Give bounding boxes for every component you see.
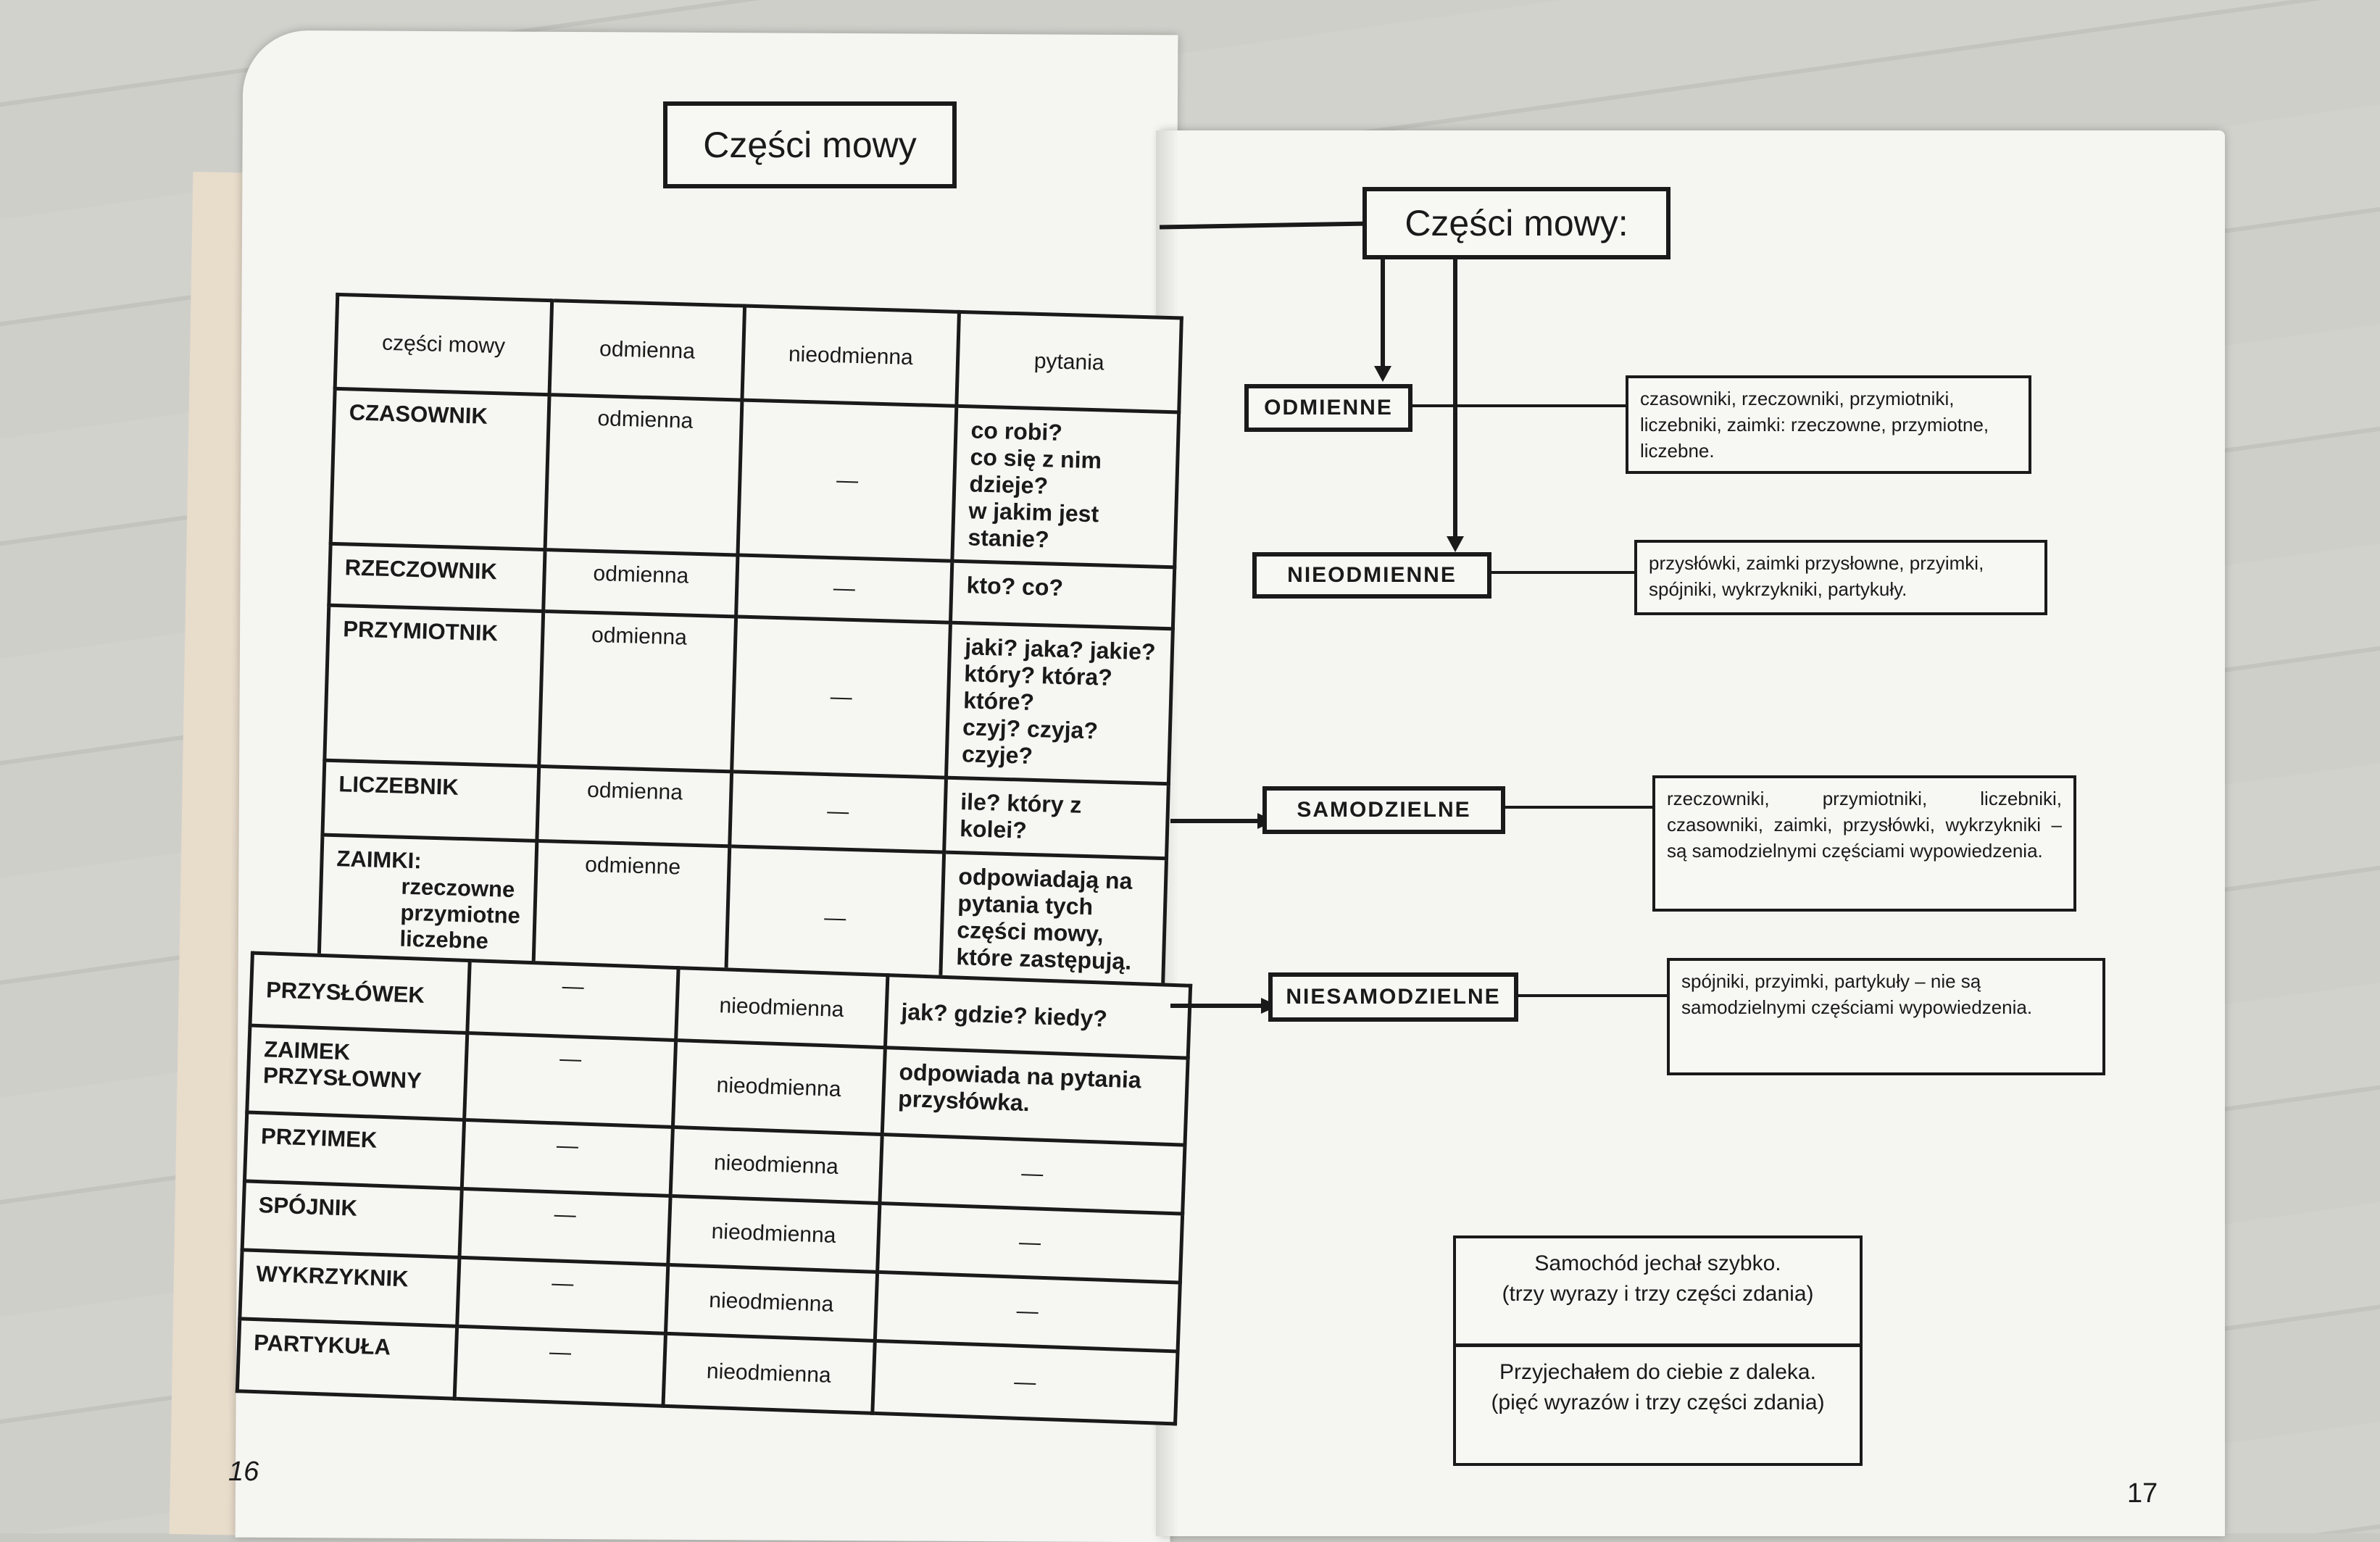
row-pytania: jak? gdzie? kiedy? <box>885 975 1190 1059</box>
row-odmienna: — <box>462 1120 673 1196</box>
category-label: SAMODZIELNE <box>1297 798 1471 822</box>
left-page-title <box>663 101 957 188</box>
right-title-text: Części mowy: <box>1405 203 1628 243</box>
row-name: PRZYMIOTNIK <box>325 605 544 766</box>
connector-line <box>1412 404 1626 407</box>
row-nieodmienna: — <box>730 772 946 852</box>
category-odmienne <box>1244 384 1412 432</box>
row-name: PRZYSŁÓWEK <box>250 953 470 1033</box>
row-pytania: jaki? jaka? jakie? który? która? które? czyj? czyja? czyje? <box>946 622 1173 783</box>
category-label: NIEODMIENNE <box>1287 563 1457 587</box>
row-odmienna: odmienna <box>544 550 738 617</box>
row-nieodmienna: nieodmienna <box>675 968 888 1048</box>
row-odmienna: — <box>454 1326 665 1406</box>
row-pytania: — <box>877 1203 1182 1283</box>
row-pytania: odpowiadają na pytania tych części mowy, które zastępują. <box>941 852 1167 996</box>
header-cell: nieodmienna <box>742 306 960 406</box>
row-nieodmienna: nieodmienna <box>665 1264 877 1341</box>
row-odmienna: — <box>464 1033 675 1127</box>
row-name: ZAIMEK PRZYSŁOWNY <box>247 1025 467 1120</box>
row-pytania: — <box>880 1135 1185 1214</box>
row-nieodmienna: — <box>732 617 951 778</box>
row-nieodmienna: nieodmienna <box>667 1196 879 1272</box>
pronoun-heading: ZAIMKI: <box>336 846 423 874</box>
row-odmienna: odmienne <box>533 841 730 983</box>
parts-of-speech-table-1 <box>317 293 1183 998</box>
connector-line <box>1381 259 1385 368</box>
row-name: CZASOWNIK <box>330 388 549 549</box>
row-name: WYKRZYKNIK <box>240 1250 459 1326</box>
row-pytania: — <box>875 1272 1180 1351</box>
header-cell: odmienna <box>549 301 744 400</box>
right-page-title <box>1362 187 1670 259</box>
row-odmienna: odmienna <box>537 766 732 846</box>
row-odmienna: — <box>467 961 678 1041</box>
row-name: RZECZOWNIK <box>329 543 546 611</box>
arrow-down-icon <box>1447 536 1464 552</box>
row-pytania: — <box>873 1341 1178 1424</box>
row-odmienna: — <box>457 1257 667 1333</box>
category-niesamodzielne <box>1268 972 1518 1022</box>
pronoun-sub: liczebne <box>399 925 489 954</box>
connector-line <box>1453 259 1457 538</box>
connector-line <box>1170 819 1257 823</box>
row-name: LICZEBNIK <box>323 760 539 841</box>
row-pytania: kto? co? <box>951 561 1175 629</box>
row-pytania: odpowiada na pytania przysłówka. <box>882 1048 1188 1146</box>
row-nieodmienna: — <box>736 555 952 622</box>
examples-box <box>1453 1235 1863 1466</box>
row-name: SPÓJNIK <box>242 1181 462 1257</box>
table-row <box>330 388 1179 567</box>
connector-line <box>1170 1004 1261 1008</box>
description-odmienne: czasowniki, rzeczowniki, przymiotniki, liczebniki, zaimki: rzeczowne, przymiotne, liczebne. <box>1626 375 2031 474</box>
row-nieodmienna: nieodmienna <box>673 1041 885 1135</box>
description-nieodmienne: przysłówki, zaimki przysłowne, przyimki, spójniki, wykrzykniki, partykuły. <box>1634 540 2047 615</box>
row-nieodmienna: — <box>738 400 957 561</box>
row-name: PRZYIMEK <box>244 1112 464 1188</box>
category-nieodmienne <box>1252 552 1491 599</box>
row-odmienna: odmienna <box>539 612 736 772</box>
table-row <box>325 605 1173 783</box>
row-pytania: ile? który z kolei? <box>944 778 1168 859</box>
example-note: (pięć wyrazów i trzy części zdania) <box>1491 1391 1825 1414</box>
row-pytania: co robi? co się z nim dzieje? w jakim jest stanie? <box>952 406 1179 567</box>
right-page-number: 17 <box>2127 1478 2158 1509</box>
example-item <box>1456 1347 1860 1428</box>
category-label: NIESAMODZIELNE <box>1286 985 1501 1009</box>
left-page-number: 16 <box>228 1456 259 1487</box>
connector-line <box>1491 571 1636 574</box>
row-odmienna: — <box>459 1188 670 1264</box>
header-cell: pytania <box>957 312 1181 412</box>
header-cell: części mowy <box>335 294 552 394</box>
pronoun-sub: przymiotne <box>400 899 521 929</box>
pronoun-sub: rzeczowne <box>401 873 515 903</box>
row-nieodmienna: nieodmienna <box>670 1127 882 1203</box>
example-item <box>1456 1238 1860 1347</box>
parts-of-speech-table-2 <box>236 951 1192 1426</box>
row-nieodmienna: — <box>726 846 944 990</box>
row-nieodmienna: nieodmienna <box>663 1333 875 1413</box>
left-title-text: Części mowy <box>703 125 917 165</box>
connector-line <box>1505 806 1654 809</box>
connector-line <box>1518 994 1667 997</box>
example-note: (trzy wyrazy i trzy części zdania) <box>1502 1282 1814 1306</box>
row-name: PARTYKUŁA <box>237 1319 457 1399</box>
description-samodzielne: rzeczowniki, przymiotniki, liczebniki, czasowniki, zaimki, przysłówki, wykrzykniki – są samodzielnymi częściami wypowiedzenia. <box>1652 775 2076 912</box>
description-niesamodzielne: spójniki, przyimki, partykuły – nie są samodzielnymi częściami wypowiedzenia. <box>1667 958 2105 1075</box>
row-odmienna: odmienna <box>545 395 742 555</box>
example-sentence: Przyjechałem do ciebie z daleka. <box>1499 1360 1816 1384</box>
example-sentence: Samochód jechał szybko. <box>1534 1251 1781 1275</box>
arrow-down-icon <box>1374 366 1391 382</box>
category-samodzielne <box>1262 786 1505 834</box>
category-label: ODMIENNE <box>1264 396 1393 420</box>
